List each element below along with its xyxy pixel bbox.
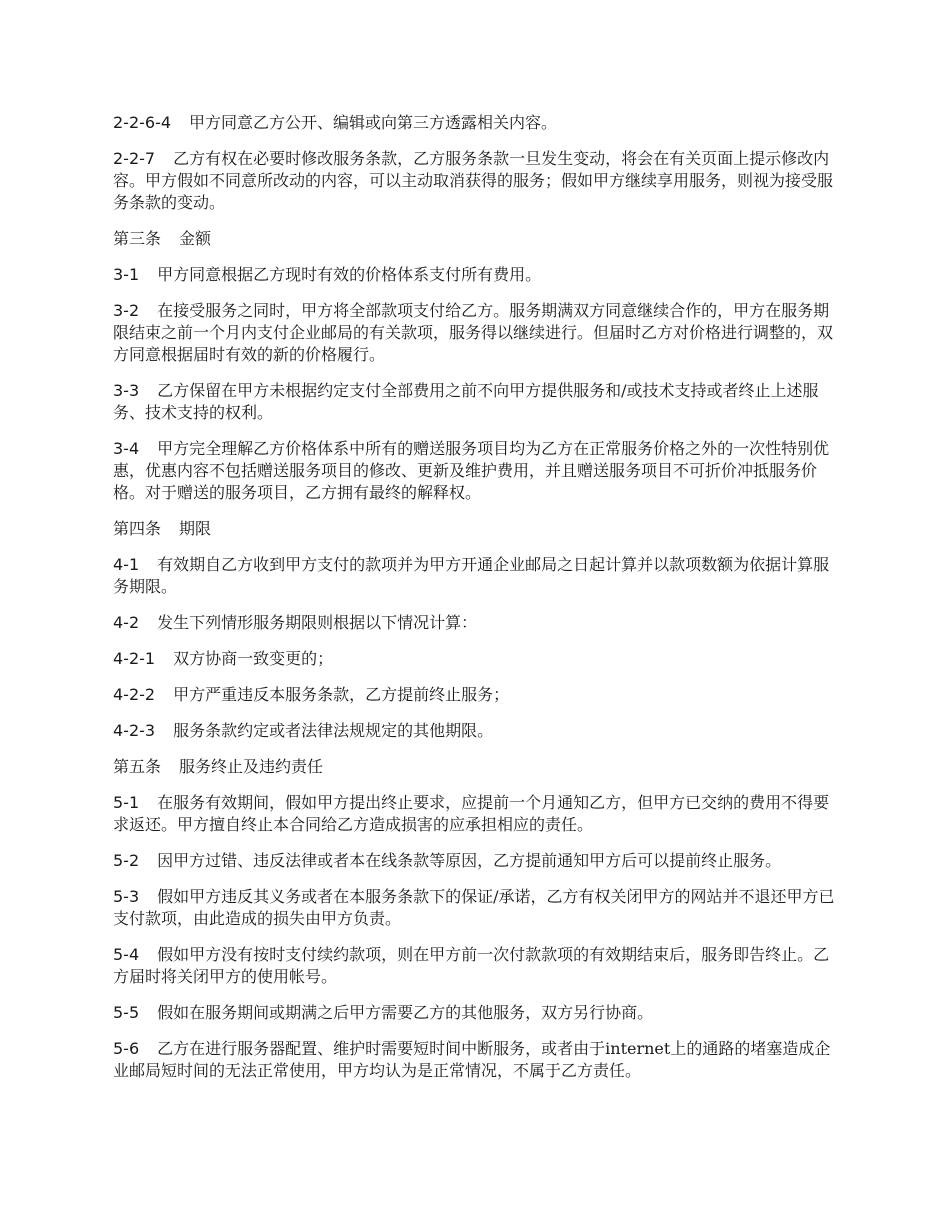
clause-number: 5-6 xyxy=(113,1039,140,1058)
clause-text: 乙方保留在甲方未根据约定支付全部费用之前不向甲方提供服务和/或技术支持或者终止上述服务、技术支持的权利。 xyxy=(113,381,819,422)
clause-3-2 xyxy=(113,300,840,366)
clause-number: 5-5 xyxy=(113,1003,140,1022)
clause-number: 5-1 xyxy=(113,793,140,812)
clause-text: 假如在服务期间或期满之后甲方需要乙方的其他服务，双方另行协商。 xyxy=(157,1003,654,1022)
clause-4-2 xyxy=(113,612,840,634)
section-title: 金额 xyxy=(179,229,212,248)
clause-5-1 xyxy=(113,792,840,836)
clause-4-1 xyxy=(113,554,840,598)
clause-3-1 xyxy=(113,264,840,286)
clause-text: 有效期自乙方收到甲方支付的款项并为甲方开通企业邮局之日起计算并以款项数额为依据计算服务期限。 xyxy=(113,555,830,596)
clause-text: 在服务有效期间，假如甲方提出终止要求，应提前一个月通知乙方，但甲方已交纳的费用不得要求返还。甲方擅自终止本合同给乙方造成损害的应承担相应的责任。 xyxy=(113,793,830,834)
clause-text: 乙方有权在必要时修改服务条款，乙方服务条款一旦发生变动，将会在有关页面上提示修改内容。甲方假如不同意所改动的内容，可以主动取消获得的服务；假如甲方继续享用服务，则视为接受服务条款的变动。 xyxy=(113,149,834,212)
clause-number: 5-2 xyxy=(113,851,140,870)
section-number: 第五条 xyxy=(113,757,162,776)
clause-text: 假如甲方违反其义务或者在本服务条款下的保证/承诺，乙方有权关闭甲方的网站并不退还甲方已支付款项，由此造成的损失由甲方负责。 xyxy=(113,887,835,928)
clause-3-3 xyxy=(113,380,840,424)
clause-number: 5-4 xyxy=(113,945,140,964)
clause-number: 5-3 xyxy=(113,887,140,906)
clause-text: 双方协商一致变更的； xyxy=(173,649,334,668)
clause-5-3 xyxy=(113,886,840,930)
clause-5-2 xyxy=(113,850,840,872)
clause-text: 发生下列情形服务期限则根据以下情况计算： xyxy=(157,613,478,632)
section-number: 第三条 xyxy=(113,229,162,248)
clause-number: 2-2-6-4 xyxy=(113,113,172,132)
clause-number: 4-2-1 xyxy=(113,649,156,668)
clause-2-2-6-4 xyxy=(113,112,840,134)
clause-text: 因甲方过错、违反法律或者本在线条款等原因，乙方提前通知甲方后可以提前终止服务。 xyxy=(157,851,782,870)
clause-text: 服务条款约定或者法律法规规定的其他期限。 xyxy=(173,721,494,740)
clause-5-6 xyxy=(113,1038,840,1082)
clause-number: 2-2-7 xyxy=(113,149,156,168)
clause-text: 甲方同意根据乙方现时有效的价格体系支付所有费用。 xyxy=(157,265,542,284)
clause-4-2-3 xyxy=(113,720,840,742)
document-body xyxy=(113,112,840,1096)
section-title: 服务终止及违约责任 xyxy=(179,757,324,776)
clause-2-2-7 xyxy=(113,148,840,214)
clause-text: 假如甲方没有按时支付续约款项，则在甲方前一次付款款项的有效期结束后，服务即告终止。乙方届时将关闭甲方的使用帐号。 xyxy=(113,945,830,986)
clause-3-4 xyxy=(113,438,840,504)
clause-5-4 xyxy=(113,944,840,988)
section-title: 期限 xyxy=(179,519,212,538)
clause-5-5 xyxy=(113,1002,840,1024)
section-heading-3 xyxy=(113,228,840,250)
clause-number: 4-2-3 xyxy=(113,721,156,740)
section-heading-5 xyxy=(113,756,840,778)
clause-number: 4-2 xyxy=(113,613,140,632)
clause-text: 甲方严重违反本服务条款，乙方提前终止服务； xyxy=(173,685,510,704)
clause-number: 3-4 xyxy=(113,439,140,458)
clause-text: 在接受服务之同时，甲方将全部款项支付给乙方。服务期满双方同意继续合作的，甲方在服务期限结束之前一个月内支付企业邮局的有关款项，服务得以继续进行。但届时乙方对价格进行调整的，双方同意根据届时有效的新的价格履行。 xyxy=(113,301,834,364)
clause-4-2-1 xyxy=(113,648,840,670)
section-heading-4 xyxy=(113,518,840,540)
section-number: 第四条 xyxy=(113,519,162,538)
clause-text: 甲方同意乙方公开、编辑或向第三方透露相关内容。 xyxy=(189,113,558,132)
clause-4-2-2 xyxy=(113,684,840,706)
clause-number: 4-1 xyxy=(113,555,140,574)
clause-number: 3-3 xyxy=(113,381,140,400)
clause-text: 甲方完全理解乙方价格体系中所有的赠送服务项目均为乙方在正常服务价格之外的一次性特别优惠，优惠内容不包括赠送服务项目的修改、更新及维护费用，并且赠送服务项目不可折价冲抵服务价格。对于赠送的服务项目，乙方拥有最终的解释权。 xyxy=(113,439,830,502)
clause-text: 乙方在进行服务器配置、维护时需要短时间中断服务，或者由于internet上的通路的堵塞造成企业邮局短时间的无法正常使用，甲方均认为是正常情况，不属于乙方责任。 xyxy=(113,1039,831,1080)
clause-number: 3-1 xyxy=(113,265,140,284)
clause-number: 3-2 xyxy=(113,301,140,320)
clause-number: 4-2-2 xyxy=(113,685,156,704)
